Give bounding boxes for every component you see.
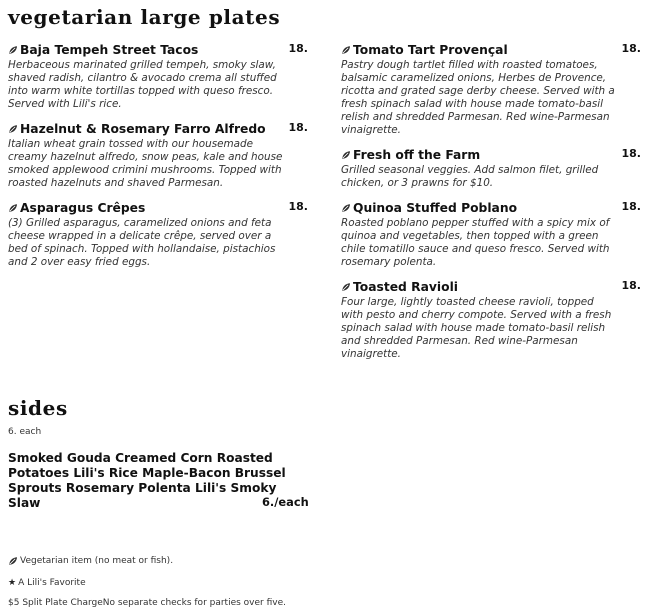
item-name: Tomato Tart Provençal bbox=[353, 43, 508, 57]
item-price: 18. bbox=[288, 42, 308, 55]
menu-item bbox=[8, 200, 308, 269]
leaf-icon bbox=[8, 203, 18, 213]
leaf-icon bbox=[8, 45, 18, 55]
item-price: 18. bbox=[288, 200, 308, 213]
menu-column-left bbox=[8, 42, 308, 279]
item-description: Pastry dough tartlet filled with roasted tomatoes, balsamic caramelized onions, Herbes de Provence, ricotta and grated sage derby cheese. Served with a fresh spinach salad with house made tomato-basil relish and shredded Parmesan. Red wine-Parmesan vinaigrette. bbox=[341, 59, 615, 136]
item-description: (3) Grilled asparagus, caramelized onions and feta cheese wrapped in a delicate crêpe, served over a bed of spinach. Topped with hollandaise, pistachios and 2 over easy fried eggs. bbox=[8, 217, 276, 268]
leaf-icon bbox=[341, 282, 351, 292]
leaf-icon bbox=[341, 150, 351, 160]
leaf-icon bbox=[8, 556, 18, 566]
legend-vegetarian bbox=[8, 556, 173, 566]
menu-item bbox=[341, 147, 641, 190]
section-title-sides: sides bbox=[8, 396, 68, 420]
item-price: 18. bbox=[621, 200, 641, 213]
item-name: Asparagus Crêpes bbox=[20, 201, 146, 215]
sides-price-note: 6. each bbox=[8, 427, 42, 437]
item-price: 18. bbox=[621, 42, 641, 55]
menu-item bbox=[341, 200, 641, 269]
item-price: 18. bbox=[621, 147, 641, 160]
item-name: Fresh off the Farm bbox=[353, 148, 481, 162]
item-name: Hazelnut & Rosemary Farro Alfredo bbox=[20, 122, 266, 136]
menu-item bbox=[341, 42, 641, 137]
sides-price: 6./each bbox=[262, 495, 309, 509]
item-price: 18. bbox=[621, 279, 641, 292]
menu-item bbox=[341, 279, 641, 361]
item-name: Baja Tempeh Street Tacos bbox=[20, 43, 199, 57]
item-name: Toasted Ravioli bbox=[353, 280, 458, 294]
legend-favorite bbox=[8, 578, 86, 588]
item-description: Herbaceous marinated grilled tempeh, smoky slaw, shaved radish, cilantro & avocado crema all stuffed into warm white tortillas topped with queso fresco. Served with Lili's rice. bbox=[8, 59, 277, 110]
item-name: Quinoa Stuffed Poblano bbox=[353, 201, 518, 215]
item-description: Grilled seasonal veggies. Add salmon filet, grilled chicken, or 3 prawns for $10. bbox=[341, 164, 599, 189]
item-description: Roasted poblano pepper stuffed with a spicy mix of quinoa and vegetables, then topped with a green chile tomatillo sauce and queso fresco. Served with rosemary polenta. bbox=[341, 217, 610, 268]
legend-vegetarian-text: Vegetarian item (no meat or fish). bbox=[20, 556, 174, 566]
legend-favorite-text: A Lili's Favorite bbox=[18, 578, 86, 588]
leaf-icon bbox=[8, 124, 18, 134]
item-description: Italian wheat grain tossed with our housemade creamy hazelnut alfredo, snow peas, kale and house smoked applewood crimini mushrooms. Topped with roasted hazelnuts and shaved Parmesan. bbox=[8, 138, 283, 189]
item-price: 18. bbox=[288, 121, 308, 134]
leaf-icon bbox=[341, 45, 351, 55]
menu-column-right bbox=[341, 42, 641, 371]
star-icon: ★ bbox=[8, 578, 17, 588]
section-title-vegetarian: vegetarian large plates bbox=[8, 5, 281, 29]
leaf-icon bbox=[341, 203, 351, 213]
sides-list: Smoked Gouda Creamed Corn Roasted Potatoes Lili's Rice Maple-Bacon Brussel Sprouts Rosemary Polenta Lili's Smoky Slaw bbox=[8, 451, 286, 510]
item-description: Four large, lightly toasted cheese ravioli, topped with pesto and cherry compote. Served with a fresh spinach salad with house made tomato-basil relish and shredded Parmesan. Red wine-Parmesan vinaigrette. bbox=[341, 296, 612, 360]
menu-item bbox=[8, 121, 308, 190]
legend-note: $5 Split Plate ChargeNo separate checks for parties over five. bbox=[8, 598, 286, 608]
menu-item bbox=[8, 42, 308, 111]
